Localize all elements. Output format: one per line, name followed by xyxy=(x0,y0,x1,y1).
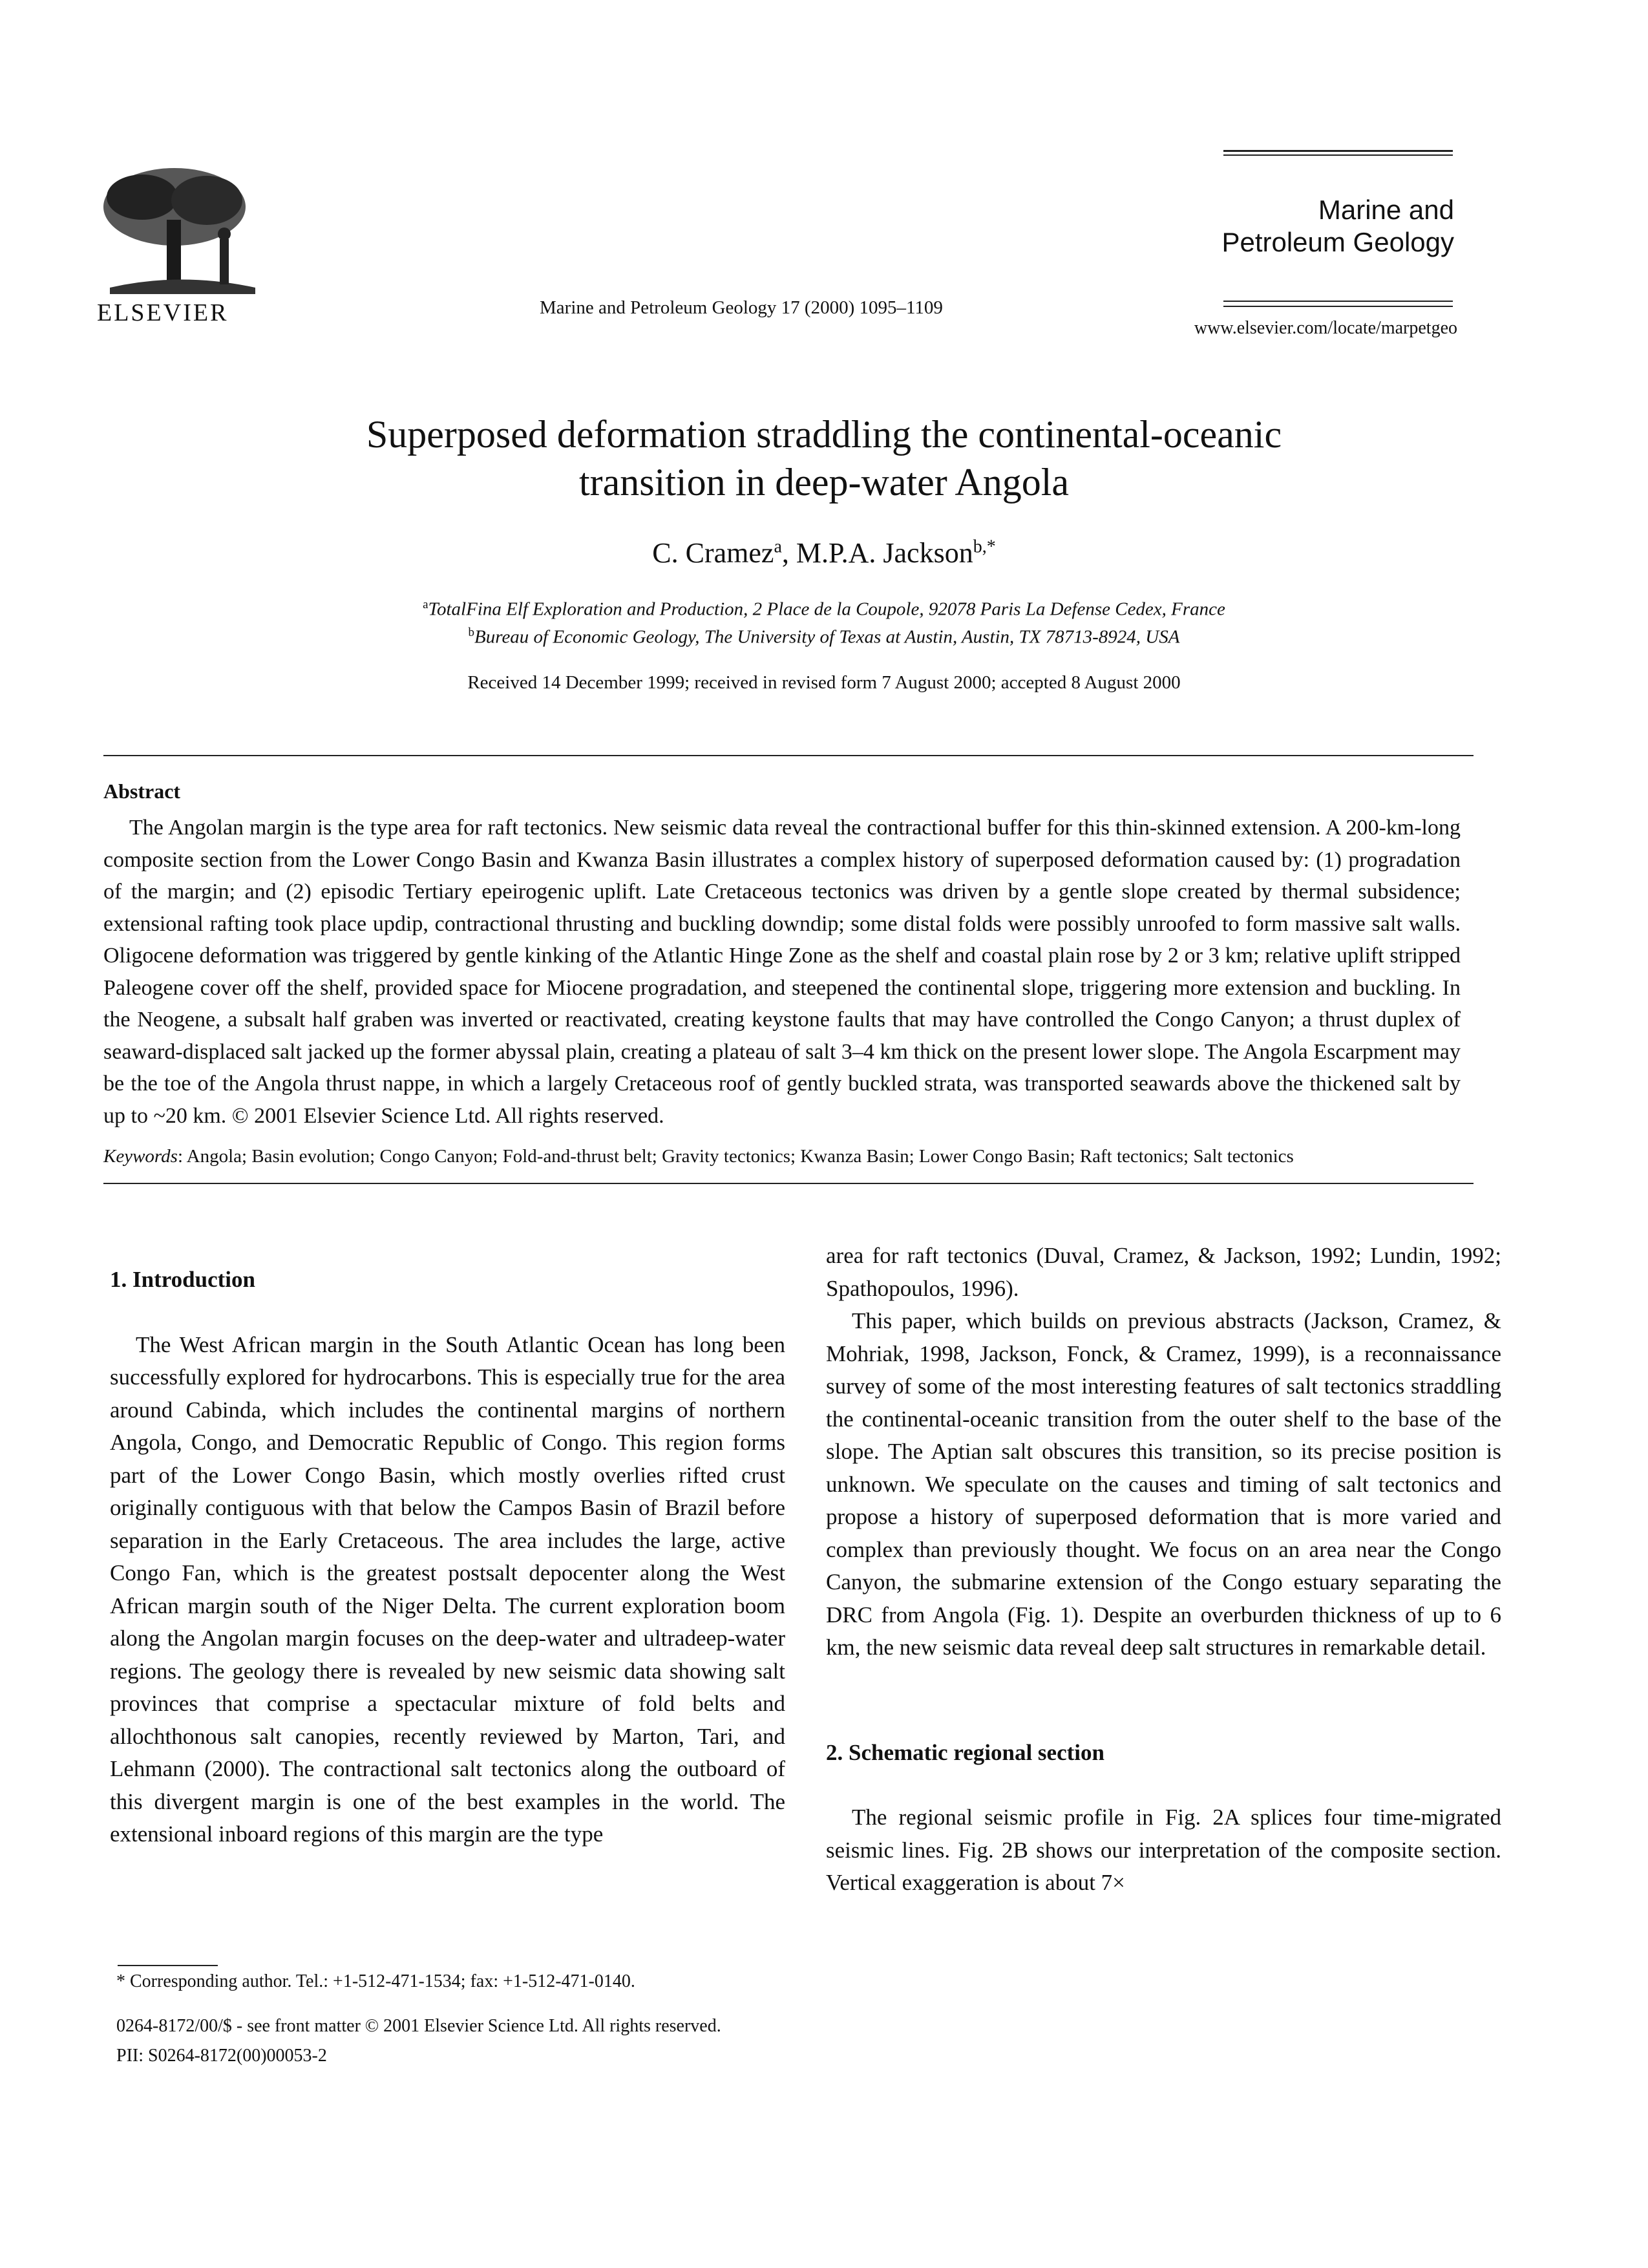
copyright-block xyxy=(116,2011,721,2071)
affiliation xyxy=(129,626,1519,648)
affiliation-marker: b xyxy=(468,626,475,639)
affiliation-marker: a xyxy=(423,598,428,611)
paragraph: The West African margin in the South Atlantic Ocean has long been successfully explored for hydrocarbons. This is especially true for the area around Cabinda, which includes the continental margins of northern Angola, Congo, and Democratic Republic of Congo. This region forms part of the Lower Congo Basin, which mostly overlies rifted crust originally contiguous with that below the Campos Basin of Brazil before separation in the Early Cretaceous. The area includes the large, active Congo Fan, which is the greatest postsalt depocenter along the West African margin south of the Niger Delta. The current exploration boom along the Angolan margin focuses on the deep-water and ultradeep-water regions. The geology there is revealed by new seismic data showing salt provinces that comprise a spectacular mixture of fold belts and allochthonous salt canopies, recently reviewed by Marton, Tari, and Lehmann (2000). The contractional salt tectonics along the outboard of this divergent margin is one of the best examples in the world. The extensional inboard regions of this margin are the type xyxy=(110,1331,785,1847)
received-dates: Received 14 December 1999; received in revised form 7 August 2000; accepted 8 August 2000 xyxy=(467,672,1181,693)
left-column xyxy=(110,1264,785,1851)
affiliation xyxy=(129,598,1519,620)
tree-logo-icon xyxy=(97,162,265,297)
footnote-rule xyxy=(118,1965,218,1966)
keywords xyxy=(103,1146,1474,1167)
abstract-body xyxy=(103,812,1461,1132)
title-line: transition in deep-water Angola xyxy=(578,461,1070,503)
author-list: C. Cramez$^a$, M.P.A. Jackson$^{b,*}$ xyxy=(652,536,996,569)
affiliation-text: Bureau of Economic Geology, The University of Texas at Austin, Austin, TX 78713-8924, USA xyxy=(474,626,1180,648)
header-rule xyxy=(1223,306,1453,307)
pii-line: PII: S0264-8172(00)00053-2 xyxy=(116,2046,327,2066)
divider xyxy=(103,755,1474,756)
abstract-heading: Abstract xyxy=(103,779,181,803)
keywords-list: : Angola; Basin evolution; Congo Canyon; Fold-and-thrust belt; Gravity tectonics; Kwanza Basin; Lower Congo Basin; Raft tectonics; Salt tectonics xyxy=(177,1146,1294,1167)
header-rule xyxy=(1223,150,1453,152)
corresponding-author-footnote: * Corresponding author. Tel.: +1-512-471-1534; fax: +1-512-471-0140. xyxy=(116,1971,635,1991)
right-column xyxy=(826,1240,1501,1900)
author-name: M.P.A. Jackson xyxy=(796,537,973,569)
keywords-label: Keywords xyxy=(103,1146,178,1167)
journal-reference: Marine and Petroleum Geology 17 (2000) 1095–1109 xyxy=(540,297,943,318)
journal-brand xyxy=(1202,194,1454,259)
header-rule xyxy=(1223,154,1453,156)
author-name: C. Cramez xyxy=(652,537,774,569)
divider xyxy=(103,1183,1474,1184)
journal-brand-line: Petroleum Geology xyxy=(1221,227,1454,257)
journal-brand-line: Marine and xyxy=(1318,195,1454,225)
section-heading: 2. Schematic regional section xyxy=(826,1739,1104,1765)
abstract-text: The Angolan margin is the type area for raft tectonics. New seismic data reveal the contractional buffer for this thin-skinned extension. A 200-km-long composite section from the Lower Congo Basin and Kwanza Basin illustrates a complex history of superposed deformation caused by: (1) progradation of the margin; and (2) episodic Tertiary epeirogenic uplift. Late Cretaceous tectonics was driven by a gentle slope created by thermal subsidence; extensional rafting took place updip, contractional thrusting and buckling downdip; some distal folds were possibly unroofed to form massive salt walls. Oligocene deformation was triggered by gentle kinking of the Atlantic Hinge Zone as the shelf and coastal plain rose by 2 or 3 km; relative uplift stripped Paleogene cover off the shelf, provided space for Miocene progradation, and steepened the continental slope, triggering more extension and buckling. In the Neogene, a subsalt half graben was inverted or reactivated, creating keystone faults that may have controlled the Congo Canyon; a thrust duplex of seaward-displaced salt jacked up the former abyssal plain, creating a plateau of salt 3–4 km thick on the present lower slope. The Angola Escarpment may be the toe of the Angola thrust nappe, in which a largely Cretaceous roof of gently buckled strata, was transported seawards above the thickened salt by up to ~20 km. © 2001 Elsevier Science Ltd. All rights reserved. xyxy=(103,816,1461,1128)
article-title xyxy=(129,410,1519,506)
paragraph: area for raft tectonics (Duval, Cramez, & Jackson, 1992; Lundin, 1992; Spathopoulos, 1996). xyxy=(826,1243,1501,1301)
journal-website-link[interactable]: www.elsevier.com/locate/marpetgeo xyxy=(1194,318,1457,338)
paragraph: This paper, which builds on previous abstracts (Jackson, Cramez, & Mohriak, 1998, Jackson, Fonck, & Cramez, 1999), is a reconnaissance survey of some of the most interesting features of salt tectonics straddling the continental-oceanic transition from the outer shelf to the base of the slope. The Aptian salt obscures this transition, so its precise position is unknown. We speculate on the causes and timing of salt tectonics and propose a history of superposed deformation that is more varied and complex than previously thought. We focus on an area near the Congo Canyon, the submarine extension of the Congo estuary separating the DRC from Angola (Fig. 1). Despite an overburden thickness of up to 6 km, the new seismic data reveal deep salt structures in remarkable detail. xyxy=(826,1308,1501,1660)
copyright-line: 0264-8172/00/$ - see front matter © 2001 Elsevier Science Ltd. All rights reserved. xyxy=(116,2016,721,2036)
header-rule xyxy=(1223,301,1453,302)
author-affiliation-marker: a xyxy=(774,536,782,557)
paragraph: The regional seismic profile in Fig. 2A splices four time-migrated seismic lines. Fig. 2B shows our interpretation of the composite section. Vertical exaggeration is about 7× xyxy=(826,1805,1501,1895)
title-line: Superposed deformation straddling the continental-oceanic xyxy=(366,413,1282,456)
section-heading: 1. Introduction xyxy=(110,1267,255,1292)
publisher-name: ELSEVIER xyxy=(97,299,229,326)
affiliation-text: TotalFina Elf Exploration and Production, 2 Place de la Coupole, 92078 Paris La Defense Cedex, France xyxy=(428,599,1225,620)
author-affiliation-marker: b,* xyxy=(973,536,996,557)
